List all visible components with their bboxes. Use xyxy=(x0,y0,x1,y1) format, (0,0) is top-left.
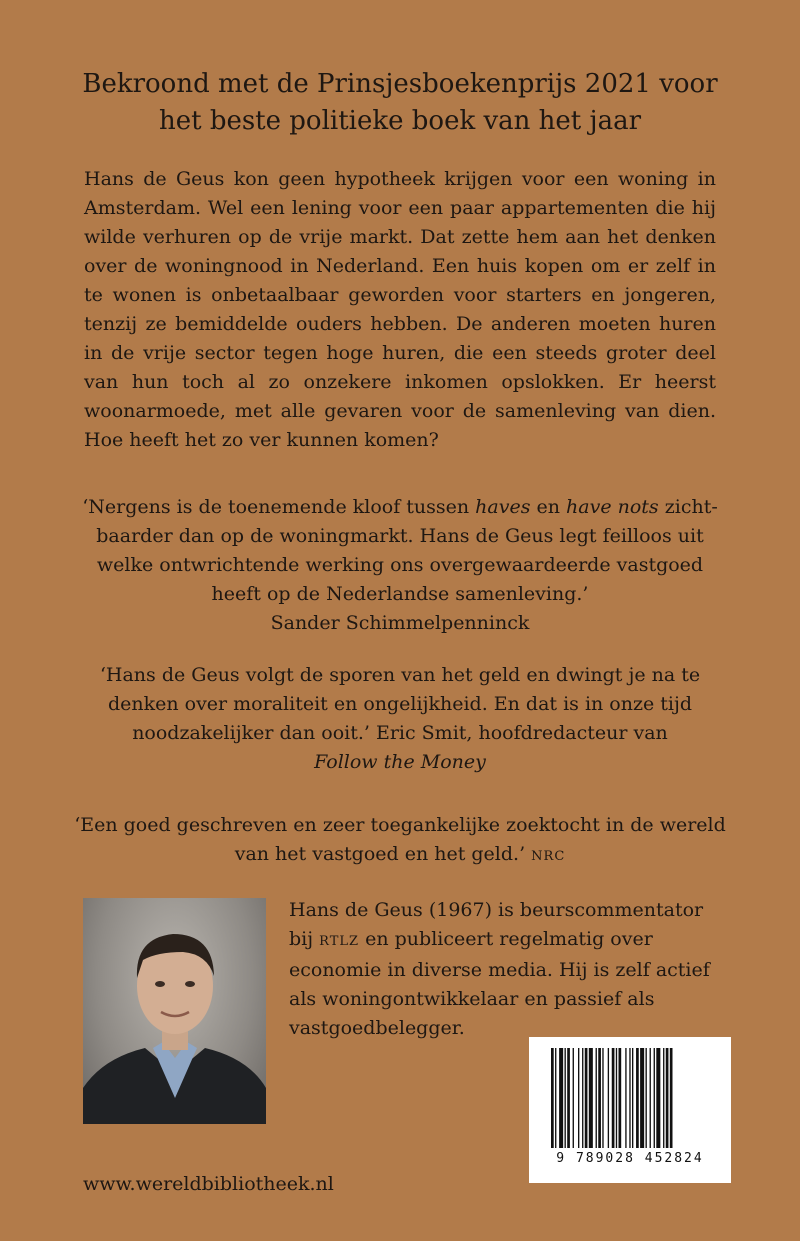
quote-1-line-4: heeft op de Nederlandse samenleving.’ xyxy=(211,583,589,605)
quote-2-line-3: noodzakelijker dan ooit.’ Eric Smit, hoofdredacteur van xyxy=(132,722,668,744)
quote-2-line-1: ‘Hans de Geus volgt de sporen van het geld en dwingt je na te xyxy=(99,664,701,686)
barcode-number: 9 789028 452824 xyxy=(556,1151,704,1166)
quote-2-line-4: Follow the Money xyxy=(314,751,486,773)
isbn-barcode xyxy=(529,1037,731,1183)
publisher-website[interactable]: www.wereldbibliotheek.nl xyxy=(83,1173,334,1195)
barcode-bars xyxy=(551,1048,709,1148)
quote-1-line-2: baarder dan op de woningmarkt. Hans de Geus legt feilloos uit xyxy=(96,525,704,547)
review-quote-3 xyxy=(70,811,730,871)
bio-line-3: economie in diverse media. Hij is zelf actief xyxy=(289,959,710,981)
award-heading xyxy=(60,66,740,140)
review-quote-1 xyxy=(70,493,730,638)
bio-line-5: vastgoedbelegger. xyxy=(289,1017,465,1039)
quote-1-author: Sander Schimmelpenninck xyxy=(270,612,530,634)
author-bio xyxy=(289,896,729,1043)
book-blurb: Hans de Geus kon geen hypotheek krijgen voor een woning in Amsterdam. Wel een lening voor een paar appartementen die hij wilde verhuren op de vrije markt. Dat zette hem aan het denken over de woningnood in Nederland. Een huis kopen om er zelf in te wonen is onbetaalbaar geworden voor starters en jongeren, tenzij ze bemiddelde ouders hebben. De anderen moeten huren in de vrije sector tegen hoge huren, die een steeds groter deel van hun toch al zo onzekere inkomen opslokken. Er heerst woonarmoede, met alle gevaren voor de samenleving van dien. Hoe heeft het zo ver kunnen komen? xyxy=(84,168,716,451)
bio-line-2: bij RTLZ en publiceert regelmatig over xyxy=(289,928,653,950)
review-quote-2 xyxy=(70,661,730,777)
quote-3-line-1: ‘Een goed geschreven en zeer toegankelijke zoektocht in de wereld xyxy=(74,814,726,836)
bio-line-4: als woningontwikkelaar en passief als xyxy=(289,988,655,1010)
author-photo xyxy=(83,898,266,1124)
quote-1-line-1: ‘Nergens is de toenemende kloof tussen haves en have nots zicht- xyxy=(82,496,718,518)
award-line-2: het beste politieke boek van het jaar xyxy=(158,106,642,136)
quote-1-line-3: welke ontwrichtende werking ons overgewaardeerde vastgoed xyxy=(96,554,704,576)
quote-3-source: NRC xyxy=(531,849,566,864)
award-line-1: Bekroond met de Prinsjesboekenprijs 2021 voor xyxy=(82,69,718,99)
bio-line-1: Hans de Geus (1967) is beurscommentator xyxy=(289,899,704,921)
quote-2-line-2: denken over moraliteit en ongelijkheid. En dat is in onze tijd xyxy=(107,693,693,715)
quote-3-line-2: van het vastgoed en het geld.’ NRC xyxy=(234,843,566,865)
